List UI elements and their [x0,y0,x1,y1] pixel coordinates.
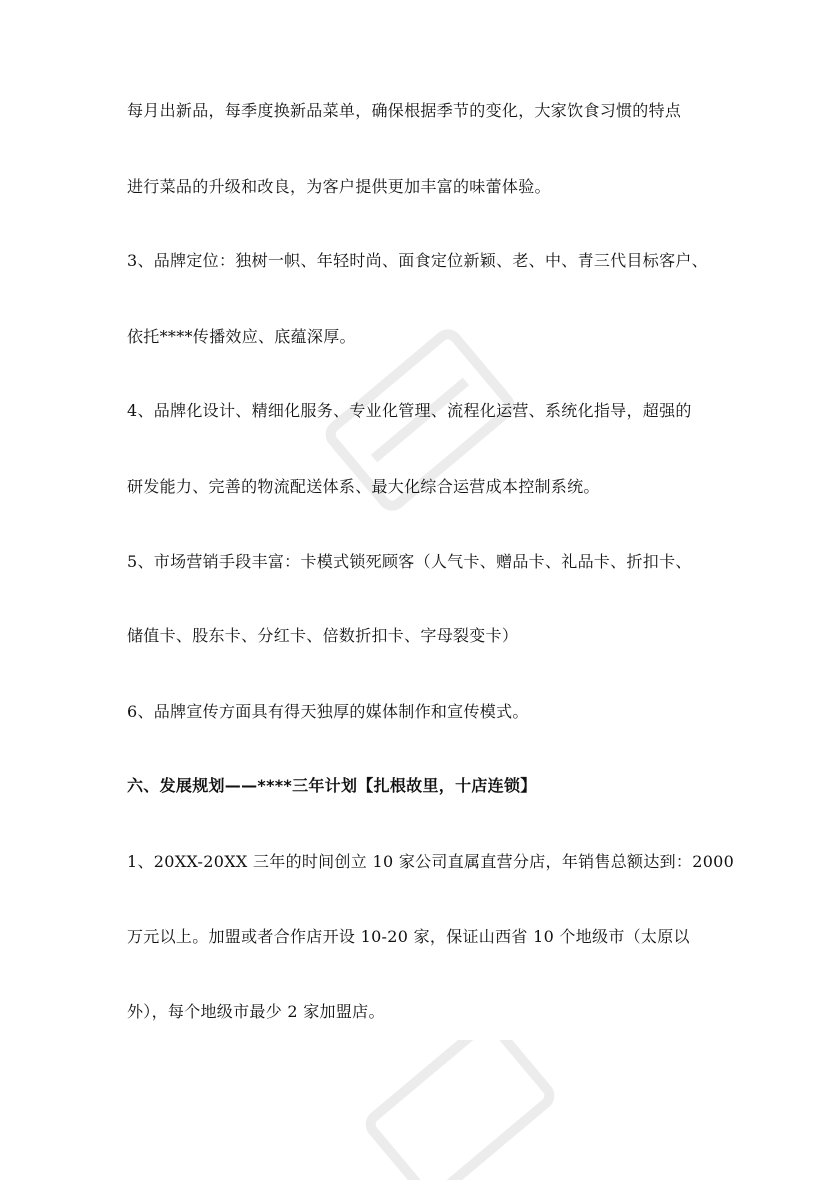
paragraph-line: 4、品牌化设计、精细化服务、专业化管理、流程化运营、系统化指导，超强的 [127,401,692,420]
paragraph-line: 依托****传播效应、底蕴深厚。 [127,327,356,346]
watermark-stamp-icon [340,1040,580,1180]
paragraph-line: 储值卡、股东卡、分红卡、倍数折扣卡、字母裂变卡） [127,626,519,645]
paragraph-line: 研发能力、完善的物流配送体系、最大化综合运营成本控制系统。 [127,477,600,496]
paragraph-line: 每月出新品，每季度换新品菜单，确保根据季节的变化，大家饮食习惯的特点 [127,101,682,120]
paragraph-line: 5、市场营销手段丰富：卡模式锁死顾客（人气卡、赠品卡、礼品卡、折扣卡、 [127,552,692,571]
paragraph-line: 6、品牌宣传方面具有得天独厚的媒体制作和宣传模式。 [127,702,529,721]
paragraph-line: 进行菜品的升级和改良，为客户提供更加丰富的味蕾体验。 [127,177,551,196]
paragraph-line: 外），每个地级市最少 2 家加盟店。 [127,1002,385,1021]
paragraph-line: 万元以上。加盟或者合作店开设 10-20 家，保证山西省 10 个地级市（太原以 [127,927,690,946]
paragraph-line: 3、品牌定位：独树一帜、年轻时尚、面食定位新颖、老、中、青三代目标客户、 [127,251,708,270]
section-heading: 六、发展规划——****三年计划【扎根故里，十店连锁】 [127,776,537,795]
paragraph-line: 1、20XX-20XX 三年的时间创立 10 家公司直属直营分店，年销售总额达到：2000 [127,852,735,871]
